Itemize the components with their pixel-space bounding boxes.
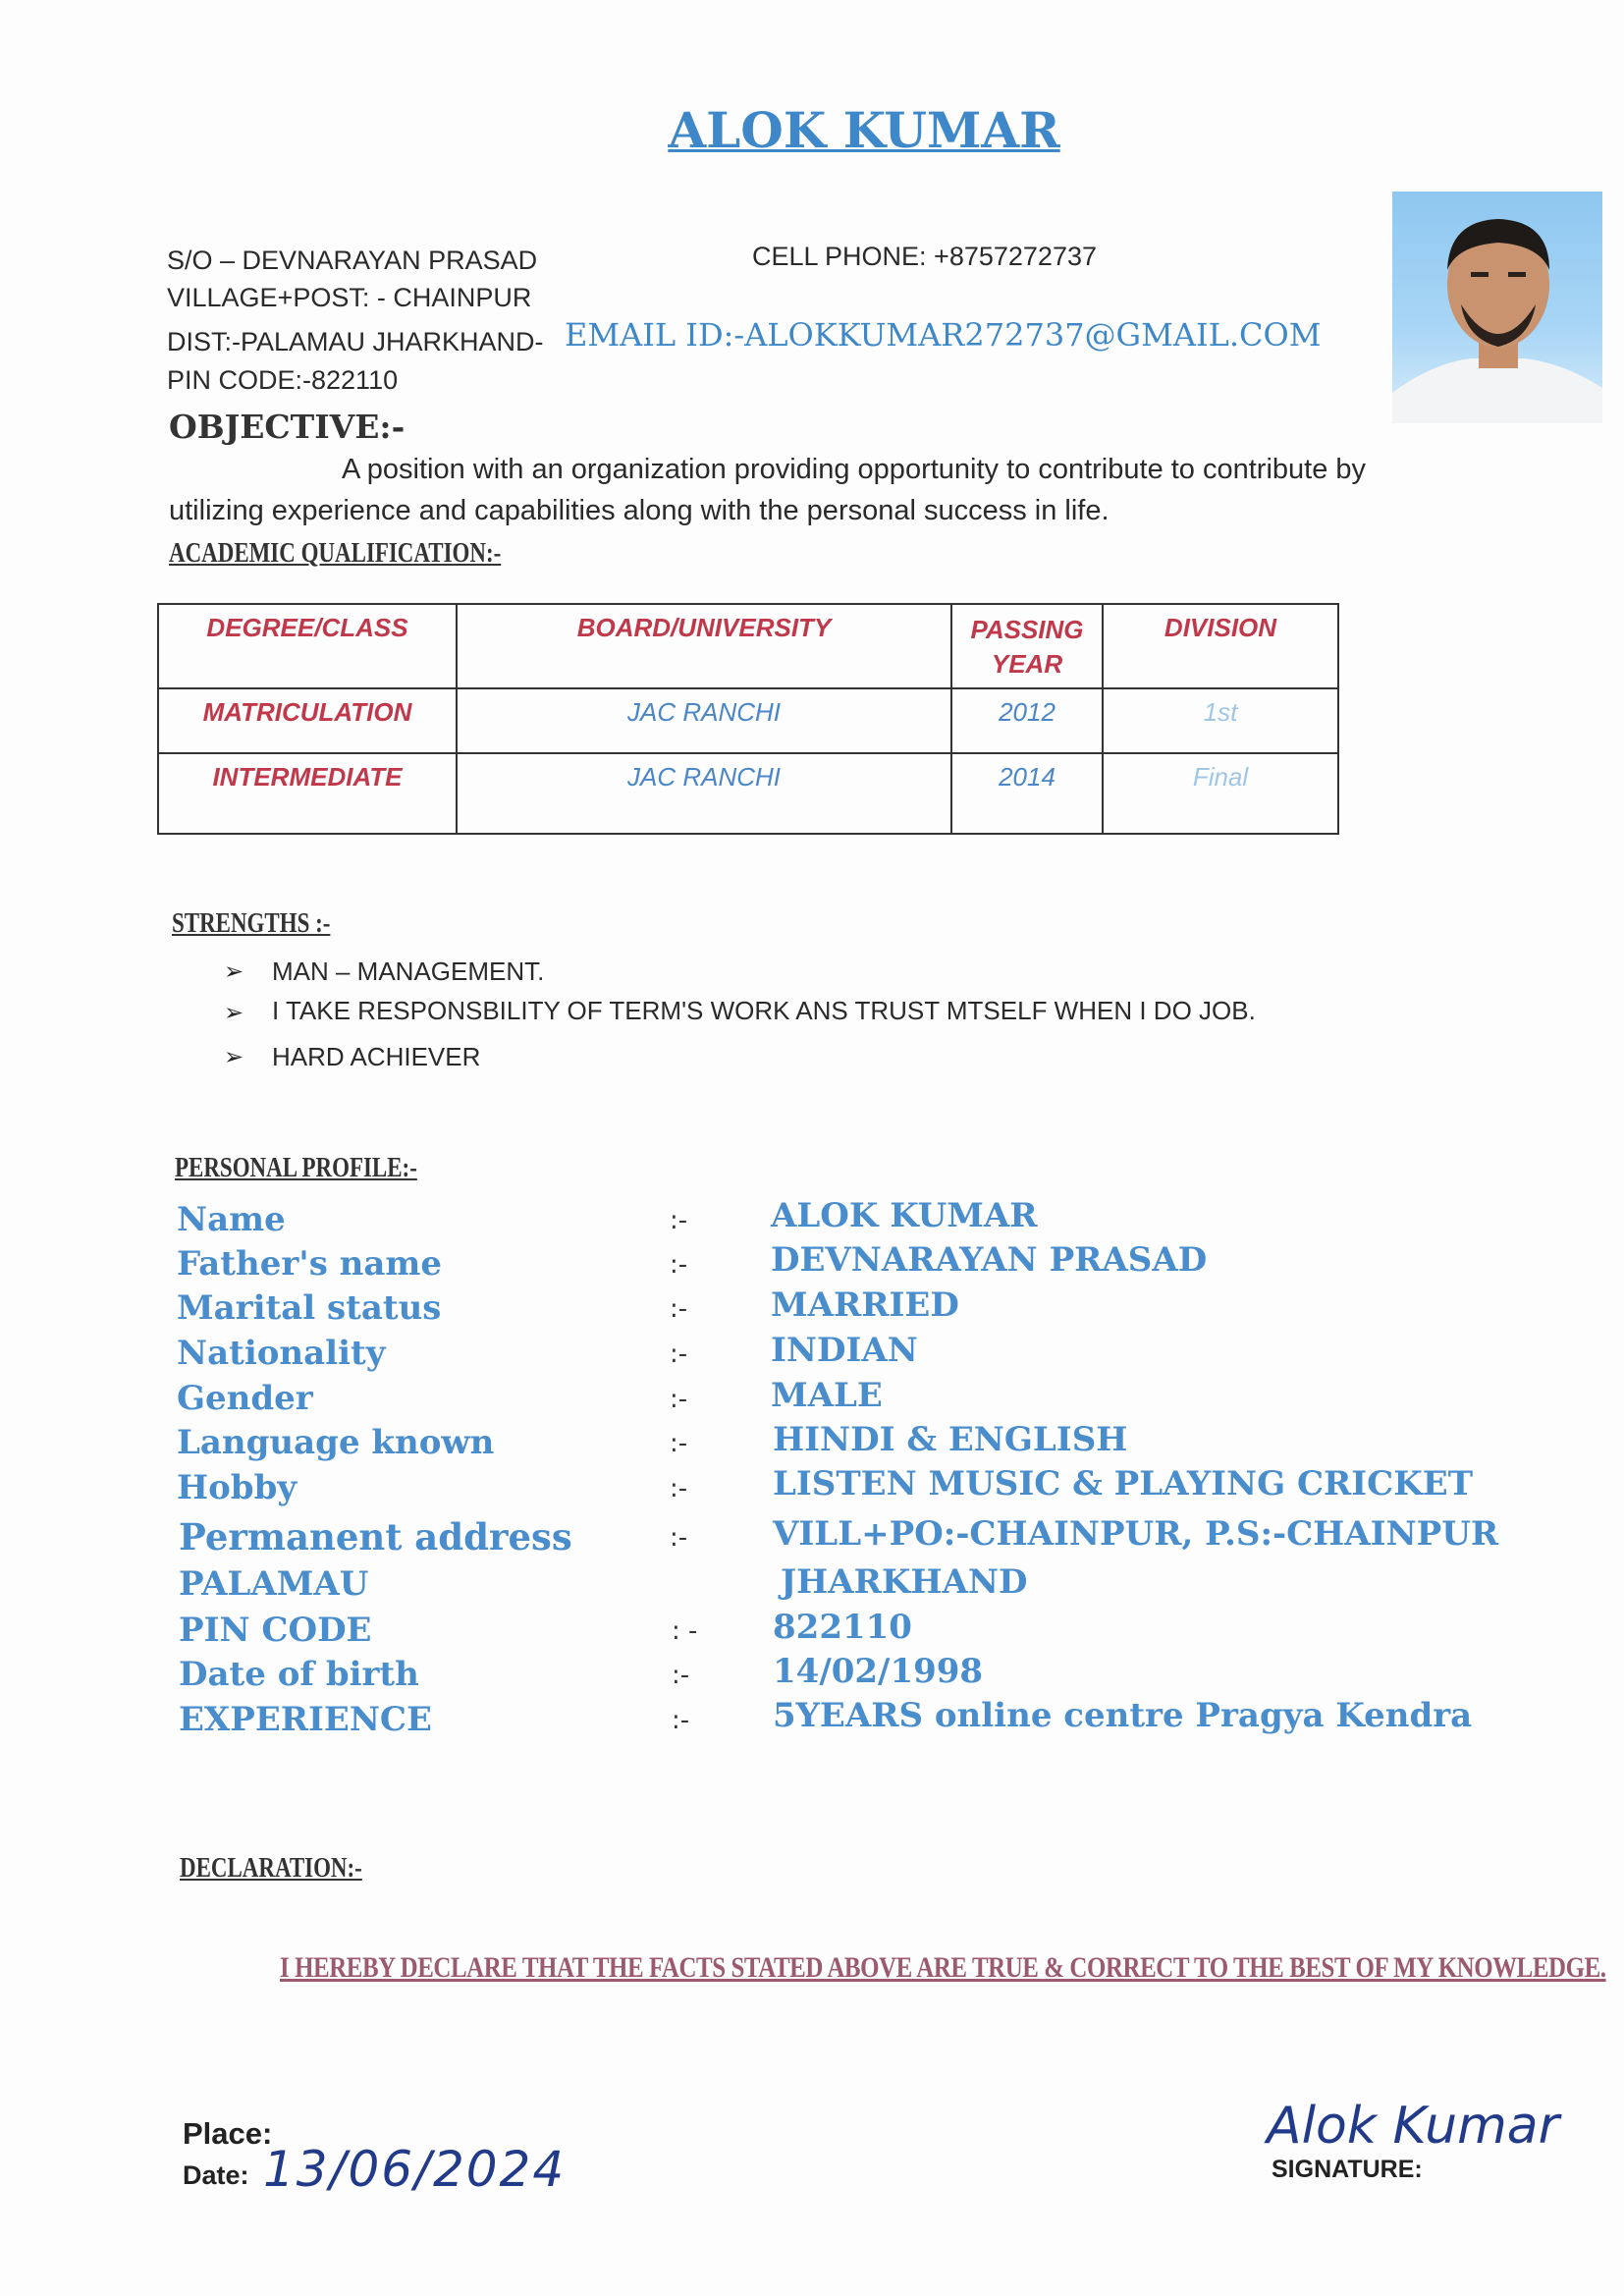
- profile-value: MALE: [771, 1376, 883, 1415]
- profile-label: PALAMAU: [179, 1564, 369, 1604]
- academic-heading: ACADEMIC QUALIFICATION:-: [169, 538, 502, 569]
- address-line-3: DIST:-PALAMAU JHARKHAND-: [167, 327, 544, 356]
- profile-label: Marital status: [177, 1288, 442, 1328]
- profile-separator: :-: [670, 1474, 688, 1503]
- profile-separator: :-: [670, 1429, 688, 1458]
- arrow-bullet-icon: ➢: [224, 1000, 244, 1026]
- strengths-heading: STRENGTHS :-: [172, 908, 331, 939]
- table-row: [158, 753, 1338, 834]
- row-year: 2012: [951, 688, 1103, 753]
- header-degree: DEGREE/CLASS: [158, 604, 457, 688]
- row-division: Final: [1103, 753, 1338, 834]
- profile-separator: :-: [670, 1250, 688, 1280]
- cell-phone: CELL PHONE: +8757272737: [752, 242, 1097, 271]
- profile-label: Date of birth: [179, 1655, 419, 1694]
- strength-item-1: MAN – MANAGEMENT.: [272, 957, 545, 986]
- profile-value: DEVNARAYAN PRASAD: [771, 1240, 1208, 1280]
- objective-heading: OBJECTIVE:-: [169, 408, 406, 446]
- profile-value: LISTEN MUSIC & PLAYING CRICKET: [773, 1464, 1474, 1503]
- profile-separator: :-: [672, 1706, 690, 1735]
- academic-table: [157, 603, 1339, 835]
- profile-label: PIN CODE: [179, 1611, 372, 1650]
- objective-text-line-2: utilizing experience and capabilities along with the personal success in life.: [169, 495, 1110, 526]
- profile-label: Hobby: [177, 1468, 298, 1507]
- row-degree: INTERMEDIATE: [158, 753, 457, 834]
- person-photo-icon: [1392, 191, 1602, 423]
- profile-value: 5YEARS online centre Pragya Kendra: [773, 1696, 1473, 1735]
- address-line-4: PIN CODE:-822110: [167, 365, 399, 395]
- header-year-line-1: PASSING: [970, 615, 1084, 644]
- profile-separator: : -: [672, 1616, 698, 1646]
- arrow-bullet-icon: ➢: [224, 958, 244, 985]
- row-board: JAC RANCHI: [457, 688, 951, 753]
- profile-value: ALOK KUMAR: [771, 1196, 1038, 1235]
- table-header-row: [158, 604, 1338, 688]
- profile-label: Nationality: [177, 1334, 386, 1373]
- profile-separator: :-: [670, 1206, 688, 1235]
- table-row: [158, 688, 1338, 753]
- profile-value: VILL+PO:-CHAINPUR, P.S:-CHAINPUR: [773, 1514, 1499, 1554]
- strength-item-2: I TAKE RESPONSBILITY OF TERM'S WORK ANS TRUST MTSELF WHEN I DO JOB.: [272, 996, 1256, 1025]
- objective-text-line-1: A position with an organization providing opportunity to contribute to contribute by: [342, 454, 1367, 485]
- profile-label: Gender: [177, 1379, 313, 1418]
- strength-item-3: HARD ACHIEVER: [272, 1042, 481, 1071]
- profile-separator: :-: [670, 1294, 688, 1324]
- row-division: 1st: [1103, 688, 1338, 753]
- profile-value: MARRIED: [771, 1285, 959, 1325]
- handwritten-signature: Alok Kumar: [1267, 2097, 1560, 2156]
- row-board: JAC RANCHI: [457, 753, 951, 834]
- profile-separator: :-: [670, 1523, 688, 1553]
- resume-name-title: ALOK KUMAR: [668, 101, 1060, 159]
- date-value: 13/06/2024: [263, 2141, 567, 2198]
- row-year: 2014: [951, 753, 1103, 834]
- header-year: [951, 604, 1103, 688]
- profile-label: Permanent address: [179, 1515, 572, 1558]
- profile-label: Language known: [177, 1423, 495, 1462]
- arrow-bullet-icon: ➢: [224, 1044, 244, 1070]
- profile-photo: [1392, 191, 1602, 423]
- profile-label: EXPERIENCE: [179, 1700, 432, 1739]
- header-division: DIVISION: [1103, 604, 1338, 688]
- profile-value: 822110: [773, 1608, 912, 1647]
- profile-value: HINDI & ENGLISH: [773, 1420, 1128, 1459]
- header-board: BOARD/UNIVERSITY: [457, 604, 951, 688]
- email-id: EMAIL ID:-ALOKKUMAR272737@GMAIL.COM: [565, 316, 1322, 354]
- profile-label: Name: [177, 1200, 286, 1239]
- profile-separator: :-: [672, 1661, 690, 1690]
- declaration-text: I HEREBY DECLARE THAT THE FACTS STATED ABOVE ARE TRUE & CORRECT TO THE BEST OF MY KNOWLEDGE.: [280, 1951, 1606, 1984]
- personal-profile-heading: PERSONAL PROFILE:-: [175, 1153, 417, 1183]
- profile-separator: :-: [670, 1385, 688, 1414]
- profile-value: JHARKHAND: [781, 1562, 1028, 1602]
- address-line-1: S/O – DEVNARAYAN PRASAD: [167, 246, 538, 275]
- declaration-heading: DECLARATION:-: [180, 1853, 362, 1884]
- row-degree: MATRICULATION: [158, 688, 457, 753]
- profile-value: 14/02/1998: [773, 1652, 984, 1691]
- date-label: Date:: [183, 2160, 249, 2190]
- place-label: Place:: [183, 2116, 273, 2151]
- profile-value: INDIAN: [771, 1331, 918, 1370]
- signature-label: SIGNATURE:: [1272, 2156, 1423, 2183]
- profile-label: Father's name: [177, 1244, 443, 1284]
- header-year-line-2: YEAR: [991, 649, 1063, 679]
- address-line-2: VILLAGE+POST: - CHAINPUR: [167, 283, 532, 312]
- profile-separator: :-: [670, 1339, 688, 1369]
